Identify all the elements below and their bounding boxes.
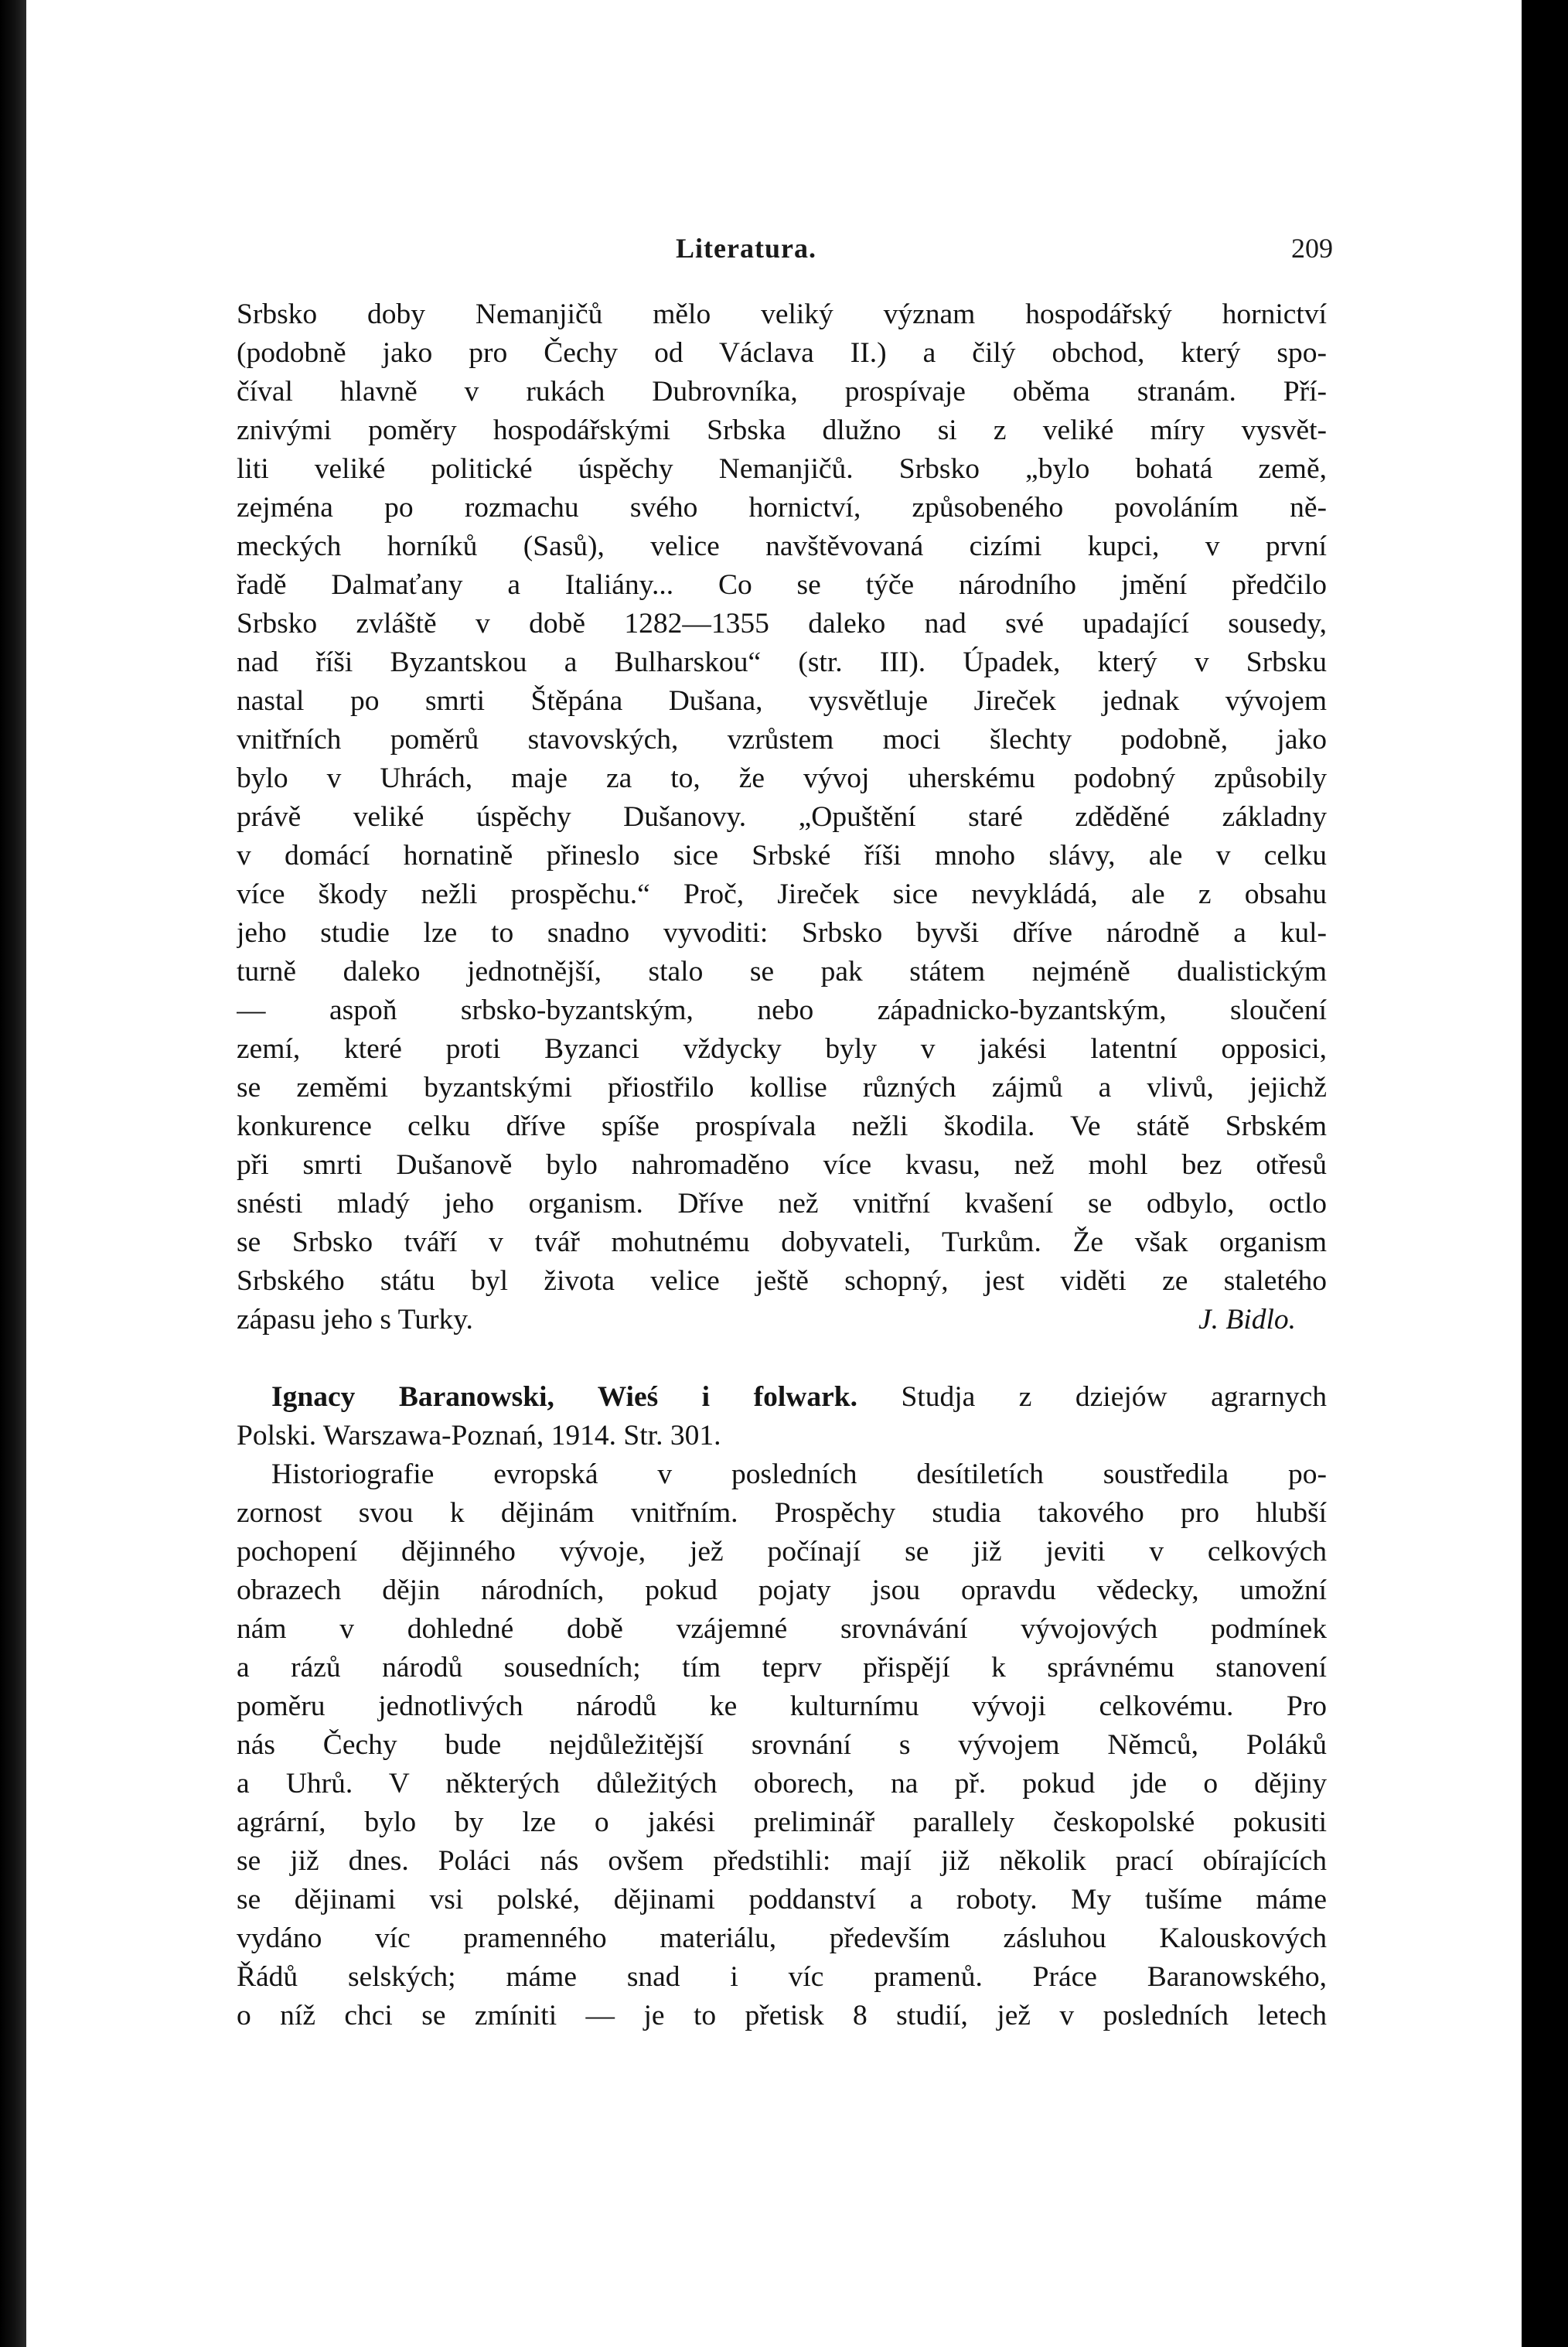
text-line: — aspoň srbsko-byzantským, nebo západnicko-byzantským, sloučení [237,994,1327,1026]
text-line: liti veliké politické úspěchy Nemanjičů. Srbsko „bylo bohatá země, [237,453,1327,485]
text-line: vydáno víc pramenného materiálu, především zásluhou Kalouskových [237,1922,1327,1954]
citation-line: Polski. Warszawa-Poznań, 1914. Str. 301. [237,1420,721,1452]
text-line: snésti mladý jeho organism. Dříve než vnitřní kvašení se odbylo, octlo [237,1188,1327,1220]
text-line: zornost svou k dějinám vnitřním. Prospěchy studia takového pro hlubší [237,1497,1327,1529]
page-number: 209 [1291,233,1333,264]
text-line: agrární, bylo by lze o jakési preliminář parallely českopolské pokusiti [237,1806,1327,1838]
text-line: nastal po smrti Štěpána Dušana, vysvětluje Jireček jednak vývojem [237,685,1327,717]
text-line: Srbsko zvláště v době 1282—1355 daleko nad své upadající sousedy, [237,608,1327,640]
text-line: právě veliké úspěchy Dušanovy. „Opuštění staré zděděné základny [237,801,1327,833]
text-line: o níž chci se zmíniti — je to přetisk 8 studií, jež v posledních letech [237,2000,1327,2031]
text-line: zejména po rozmachu svého hornictví, způsobeného povoláním ně- [237,492,1327,524]
text-line: bylo v Uhrách, maje za to, že vývoj uherskému podobný způsobily [237,762,1327,794]
text-line: obrazech dějin národních, pokud pojaty jsou opravdu vědecky, umožní [237,1574,1327,1606]
text-line: jeho studie lze to snadno vyvoditi: Srbsko byvši dříve národně a kul- [237,917,1327,949]
text-line: se již dnes. Poláci nás ovšem předstihli: mají již několik prací obírajících [237,1845,1327,1877]
closing-line [237,1301,1327,1339]
text-line: poměru jednotlivých národů ke kulturnímu vývoji celkovému. Pro [237,1690,1327,1722]
page-header [212,232,1333,271]
text-line: Historiografie evropská v posledních desítiletích soustředila po- [271,1458,1327,1490]
book-binding-edge [0,0,26,2347]
book-page [26,0,1522,2347]
citation-author-title: Ignacy Baranowski, Wieś i folwark. [271,1381,857,1413]
text-line: se Srbsko tváří v tvář mohutnému dobyvateli, Turkům. Že však organism [237,1226,1327,1258]
text-line: konkurence celku dříve spíše prospívala nežli škodila. Ve státě Srbském [237,1110,1327,1142]
text-line: znivými poměry hospodářskými Srbska dlužno si z veliké míry vysvět- [237,414,1327,446]
text-line: nás Čechy bude nejdůležitější srovnání s vývojem Němců, Poláků [237,1729,1327,1761]
text-line: nám v dohledné době vzájemné srovnávání vývojových podmínek [237,1613,1327,1645]
text-line: vnitřních poměrů stavovských, vzrůstem moci šlechty podobně, jako [237,724,1327,756]
text-line: při smrti Dušanově bylo nahromaděno více kvasu, než mohl bez otřesů [237,1149,1327,1181]
citation-subtitle: Studja z dziejów agrarnych [901,1381,1327,1413]
text-line: Řádů selských; máme snad i víc pramenů. Práce Baranowského, [237,1961,1327,1993]
text-line: a rázů národů sousedních; tím teprv přispějí k správnému stanovení [237,1652,1327,1683]
text-line: číval hlavně v rukách Dubrovníka, prospívaje oběma stranám. Pří- [237,376,1327,408]
text-line: Srbského státu byl života velice ještě schopný, jest viděti ze staletého [237,1265,1327,1297]
text-line: řadě Dalmaťany a Italiány... Co se týče národního jmění předčilo [237,569,1327,601]
text-line: se zeměmi byzantskými přiostřilo kollise různých zájmů a vlivů, jejichž [237,1072,1327,1104]
text-line: více škody nežli prospěchu.“ Proč, Jireček sice nevykládá, ale z obsahu [237,878,1327,910]
reviewer-signature: J. Bidlo. [1198,1304,1296,1336]
text-line: pochopení dějinného vývoje, jež počínají se již jeviti v celkových [237,1536,1327,1568]
text-line: v domácí hornatině přineslo sice Srbské říši mnoho slávy, ale v celku [237,840,1327,872]
text-line: se dějinami vsi polské, dějinami poddanství a roboty. My tušíme máme [237,1884,1327,1915]
body-text [237,295,1327,2035]
text-line: a Uhrů. V některých důležitých oborech, na př. pokud jde o dějiny [237,1768,1327,1799]
text-line: zemí, které proti Byzanci vždycky byly v jakési latentní opposici, [237,1033,1327,1065]
citation-line [237,1378,1327,1417]
running-title: Literatura. [676,233,816,264]
text-line: meckých horníků (Sasů), velice navštěvovaná cizími kupci, v první [237,530,1327,562]
text-line: turně daleko jednotnější, stalo se pak státem nejméně dualistickým [237,956,1327,988]
text-line: nad říši Byzantskou a Bulharskou“ (str. III). Úpadek, který v Srbsku [237,646,1327,678]
text-line: Srbsko doby Nemanjičů mělo veliký význam hospodářský hornictví [237,298,1327,330]
text-line: (podobně jako pro Čechy od Václava II.) a čilý obchod, který spo- [237,337,1327,369]
section-gap [237,1339,1327,1378]
text-line: zápasu jeho s Turky. [237,1304,473,1336]
scan-border [1522,0,1568,2347]
